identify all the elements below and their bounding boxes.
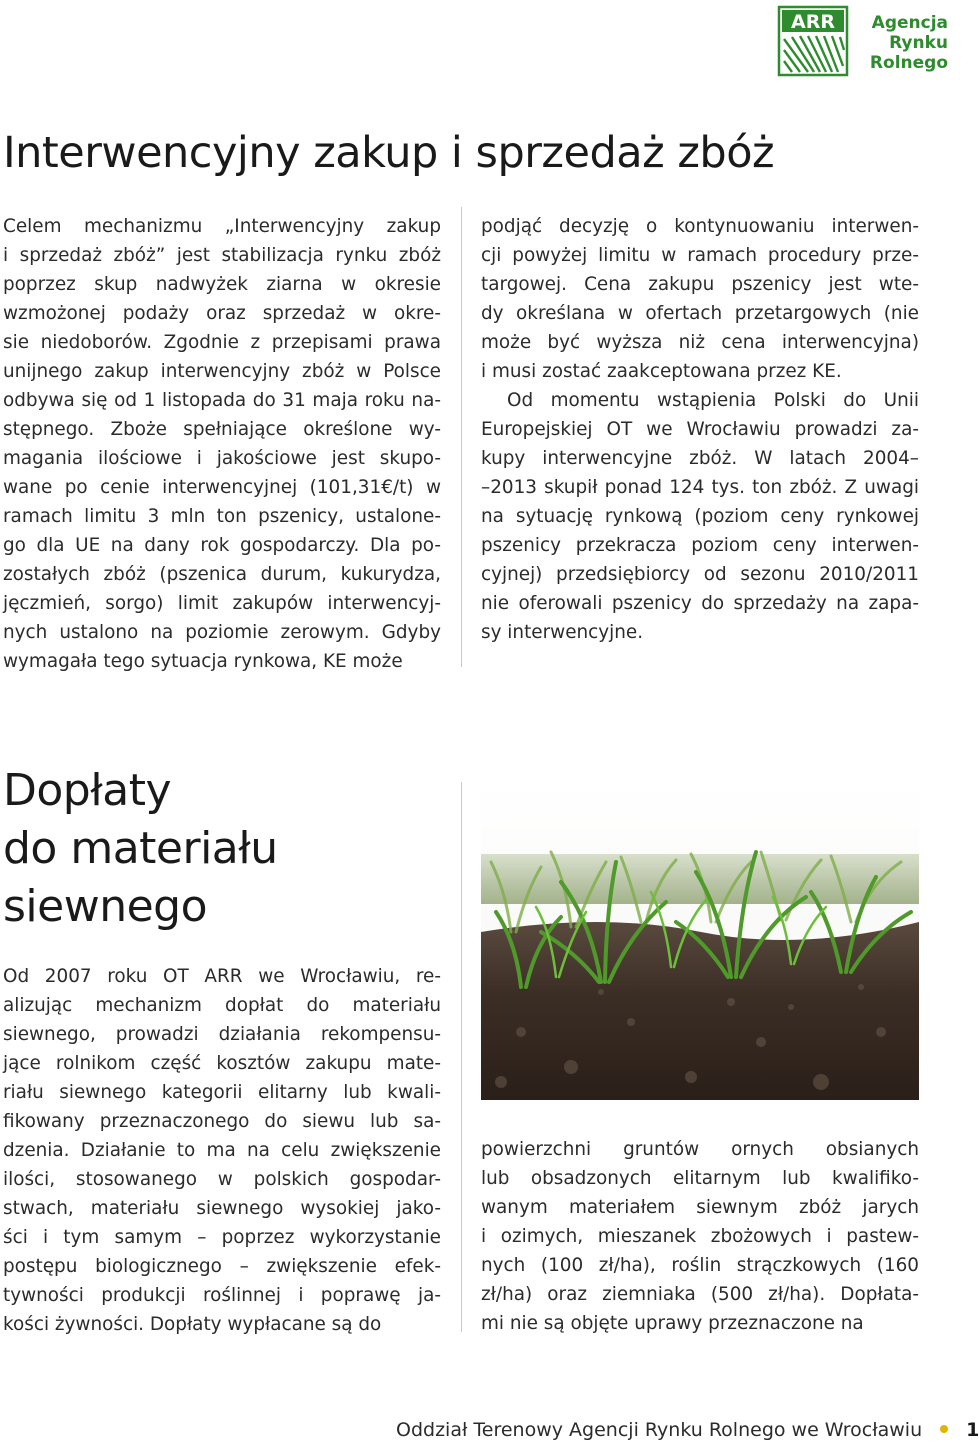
page-number: 1 [966, 1419, 979, 1441]
text-line: kości żywności. Dopłaty wypłacane są do [3, 1314, 382, 1335]
section2-title [3, 762, 278, 936]
text-line: nie oferowali pszenicy do sprzedaży na zapa- [481, 593, 919, 614]
text-line: wzmożonej podaży oraz sprzedaż w okre- [3, 303, 441, 324]
page-footer [396, 1416, 979, 1444]
logo-name-line3: Rolnego [869, 53, 948, 73]
text-line: stwach, materiału siewnego wysokiej jako- [3, 1198, 441, 1219]
logo-name-line1: Agencja [871, 13, 948, 33]
text-line: powierzchni gruntów ornych obsianych [481, 1139, 919, 1160]
text-line: –2013 skupił ponad 124 tys. ton zbóż. Z uwagi [481, 477, 919, 498]
column-separator [461, 207, 462, 667]
text-line: siewnego, prowadzi działania rekompensu- [3, 1024, 441, 1045]
text-line: poprzez skup nadwyżek ziarna w okresie [3, 274, 441, 295]
text-line: i ozimych, mieszanek zbożowych i pastew- [481, 1226, 919, 1247]
text-line: odbywa się od 1 listopada do 31 maja roku na- [3, 390, 441, 411]
section2-title-line1: Dopłaty [3, 765, 171, 816]
text-line: na sytuację rynkową (poziom ceny rynkowej [481, 506, 919, 527]
section2-left-column [3, 962, 441, 1339]
text-line: może być wyższa niż cena interwencyjna) [481, 332, 919, 353]
text-line: Od 2007 roku OT ARR we Wrocławiu, re- [3, 966, 441, 987]
text-line: Europejskiej OT we Wrocławiu prowadzi za- [481, 419, 919, 440]
seedlings-photo [481, 782, 919, 1100]
text-line: wane po cenie interwencyjnej (101,31€/t) w [3, 477, 441, 498]
text-line: zł/ha) oraz ziemniaka (500 zł/ha). Dopłata- [481, 1284, 919, 1305]
section1-title: Interwencyjny zakup i sprzedaż zbóż [3, 128, 775, 178]
text-line: wymagała tego sytuacja rynkowa, KE może [3, 651, 403, 672]
text-line: Celem mechanizmu „Interwencyjny zakup [3, 216, 441, 237]
text-line: Od momentu wstąpienia Polski do Unii [507, 390, 919, 411]
text-line: dzenia. Działanie to ma na celu zwiększenie [3, 1140, 441, 1161]
section2-right-column [481, 1135, 919, 1338]
text-line: i musi zostać zaakceptowana przez KE. [481, 361, 842, 382]
section1-left-column [3, 212, 441, 676]
section1-right-column [481, 212, 919, 647]
text-line: cji powyżej limitu w ramach procedury prze- [481, 245, 919, 266]
text-line: unijnego zakup interwencyjny zbóż w Polsce [3, 361, 441, 382]
text-line: dy określana w ofertach przetargowych (nie [481, 303, 919, 324]
text-line: ści i tym samym – poprzez wykorzystanie [3, 1227, 441, 1248]
text-line: go dla UE na dany rok gospodarczy. Dla po- [3, 535, 441, 556]
text-line: targowej. Cena zakupu pszenicy jest wte- [481, 274, 919, 295]
footer-dot-icon [940, 1425, 948, 1433]
text-line: postępu biologicznego – zwiększenie efek- [3, 1256, 441, 1277]
text-line: zostałych zbóż (pszenica durum, kukurydza, [3, 564, 441, 585]
text-line: jęczmień, sorgo) limit zakupów interwencyj- [3, 593, 441, 614]
text-line: magania ilościowe i jakościowe jest skupo- [3, 448, 441, 469]
text-line: kupy interwencyjne zbóż. W latach 2004– [481, 448, 919, 469]
text-line: i sprzedaż zbóż” jest stabilizacja rynku zbóż [3, 245, 441, 266]
text-line: cyjnej) przedsiębiorcy od sezonu 2010/2011 [481, 564, 919, 585]
text-line: mi nie są objęte uprawy przeznaczone na [481, 1313, 864, 1334]
text-line: sie niedoborów. Zgodnie z przepisami prawa [3, 332, 441, 353]
text-line: podjąć decyzję o kontynuowaniu interwen- [481, 216, 919, 237]
text-line: ramach limitu 3 mln ton pszenicy, ustalone- [3, 506, 441, 527]
section2-title-line3: siewnego [3, 881, 208, 932]
text-line: tywności produkcji roślinnej i poprawę ja- [3, 1285, 441, 1306]
section2-title-line2: do materiału [3, 823, 278, 874]
logo-name-line2: Rynku [889, 33, 948, 53]
text-line: nych ustalono na poziomie zerowym. Gdyby [3, 622, 441, 643]
text-line: stępnego. Zboże spełniające określone wy- [3, 419, 441, 440]
text-line: sy interwencyjne. [481, 622, 644, 643]
text-line: fikowany przeznaczonego do siewu lub sa- [3, 1111, 441, 1132]
column-separator [461, 782, 462, 1332]
footer-text: Oddział Terenowy Agencji Rynku Rolnego we Wrocławiu [396, 1419, 923, 1441]
text-line: nych (100 zł/ha), roślin strączkowych (160 [481, 1255, 919, 1276]
text-line: lub obsadzonych elitarnym lub kwalifiko- [481, 1168, 919, 1189]
arr-logo [778, 6, 954, 78]
logo-abbr: ARR [791, 11, 835, 33]
text-line: jące rolnikom część kosztów zakupu mate- [3, 1053, 441, 1074]
text-line: wanym materiałem siewnym zbóż jarych [481, 1197, 919, 1218]
text-line: riału siewnego kategorii elitarny lub kwali- [3, 1082, 441, 1103]
text-line: ilości, stosowanego w polskich gospodar- [3, 1169, 441, 1190]
text-line: pszenicy przekracza poziom ceny interwen- [481, 535, 919, 556]
text-line: alizując mechanizm dopłat do materiału [3, 995, 441, 1016]
